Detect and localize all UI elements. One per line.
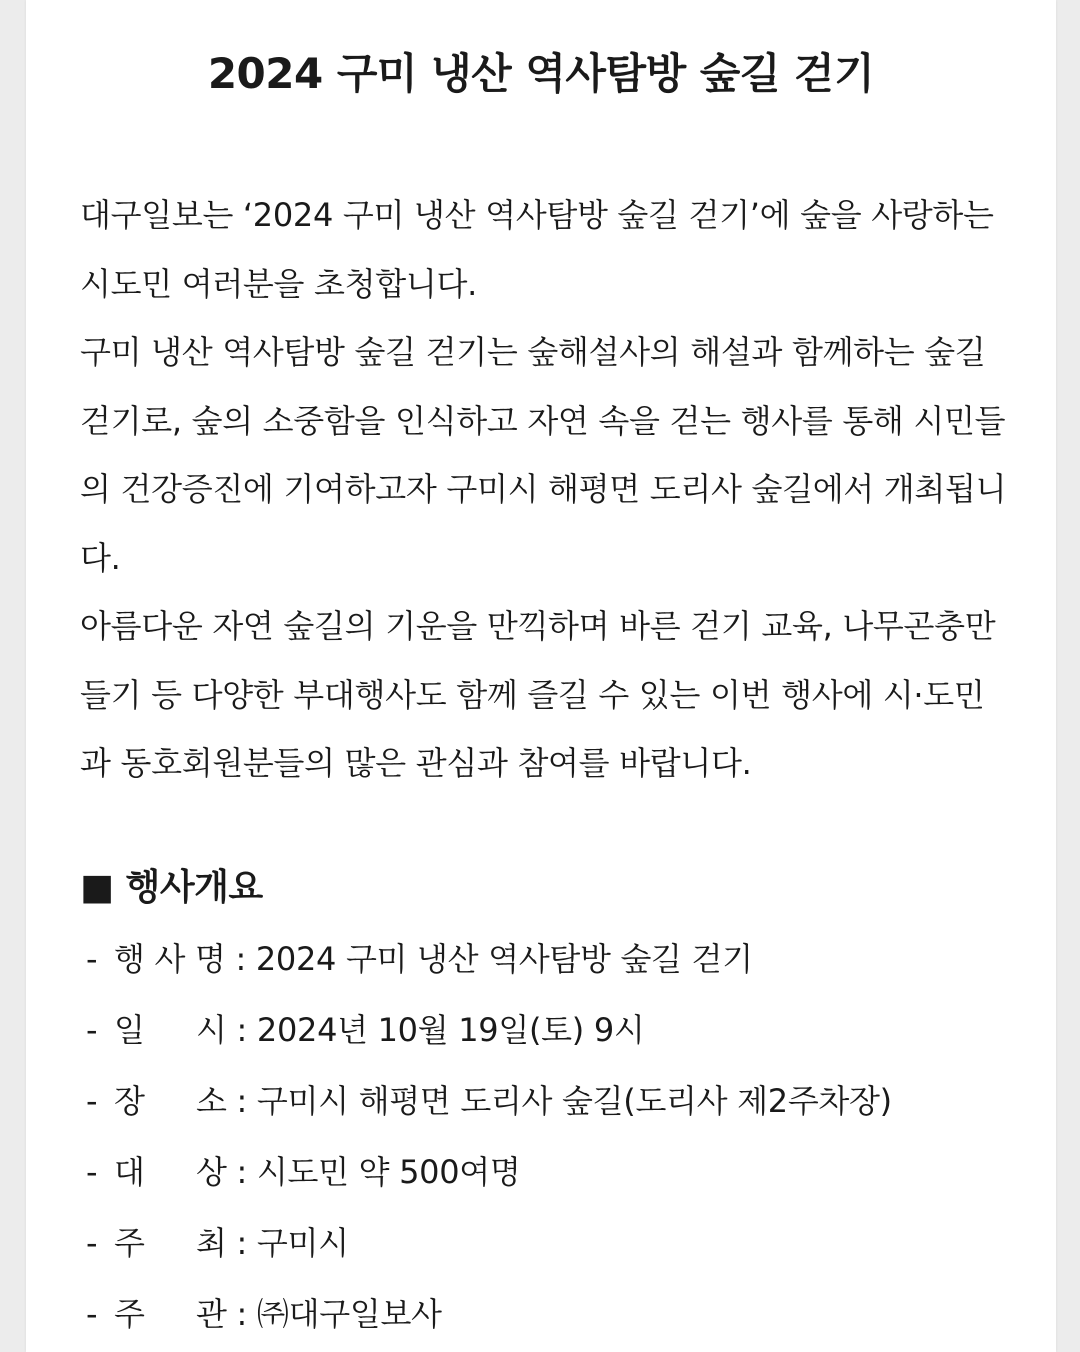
separator: :	[226, 1295, 257, 1333]
overview-label: 주 최	[114, 1224, 227, 1262]
dash: -	[86, 1295, 98, 1333]
section-heading-overview: ■ 행사개요	[80, 867, 263, 908]
separator: :	[226, 1224, 257, 1262]
overview-item-name	[86, 924, 892, 995]
overview-label: 장 소	[114, 1082, 227, 1120]
dash: -	[86, 1153, 98, 1191]
separator: :	[226, 1082, 257, 1120]
overview-value: 구미시 해평면 도리사 숲길(도리사 제2주차장)	[256, 1082, 892, 1120]
dash: -	[86, 1011, 98, 1049]
document-title: 2024 구미 냉산 역사탐방 숲길 걷기	[207, 49, 875, 98]
overview-label: 일 시	[114, 1011, 227, 1049]
overview-value: 2024 구미 냉산 역사탐방 숲길 걷기	[255, 940, 753, 978]
overview-label: 행 사 명	[114, 940, 226, 978]
overview-item-date	[86, 995, 892, 1066]
overview-item-organizer	[86, 1279, 892, 1350]
overview-label: 주 관	[114, 1295, 227, 1333]
separator: :	[226, 1011, 257, 1049]
dash: -	[86, 940, 98, 978]
intro-paragraph: 아름다운 자연 숲길의 기운을 만끽하며 바른 걷기 교육, 나무곤충만들기 등 다양한 부대행사도 함께 즐길 수 있는 이번 행사에 시·도민과 동호회원분들의 많은 관심과 참여를 바랍니다.	[80, 607, 996, 782]
intro-paragraph: 구미 냉산 역사탐방 숲길 걷기는 숲해설사의 해설과 함께하는 숲길 걷기로, 숲의 소중함을 인식하고 자연 속을 걷는 행사를 통해 시민들의 건강증진에 기여하고자 구미시 해평면 도리사 숲길에서 개최됩니다.	[80, 333, 1007, 577]
overview-label: 대 상	[114, 1153, 227, 1191]
overview-value: ㈜대구일보사	[256, 1295, 442, 1333]
dash: -	[86, 1082, 98, 1120]
intro-text	[80, 181, 1015, 798]
separator: :	[225, 940, 256, 978]
overview-item-place	[86, 1066, 892, 1137]
overview-item-target	[86, 1137, 892, 1208]
overview-value: 시도민 약 500여명	[256, 1153, 521, 1191]
separator: :	[226, 1153, 257, 1191]
overview-value: 2024년 10월 19일(토) 9시	[256, 1011, 645, 1049]
dash: -	[86, 1224, 98, 1262]
document-page	[26, 0, 1056, 1352]
overview-value: 구미시	[256, 1224, 349, 1262]
intro-paragraph: 대구일보는 ‘2024 구미 냉산 역사탐방 숲길 걷기’에 숲을 사랑하는 시도민 여러분을 초청합니다.	[80, 196, 994, 303]
overview-item-host	[86, 1208, 892, 1279]
event-overview-list	[86, 924, 892, 1350]
